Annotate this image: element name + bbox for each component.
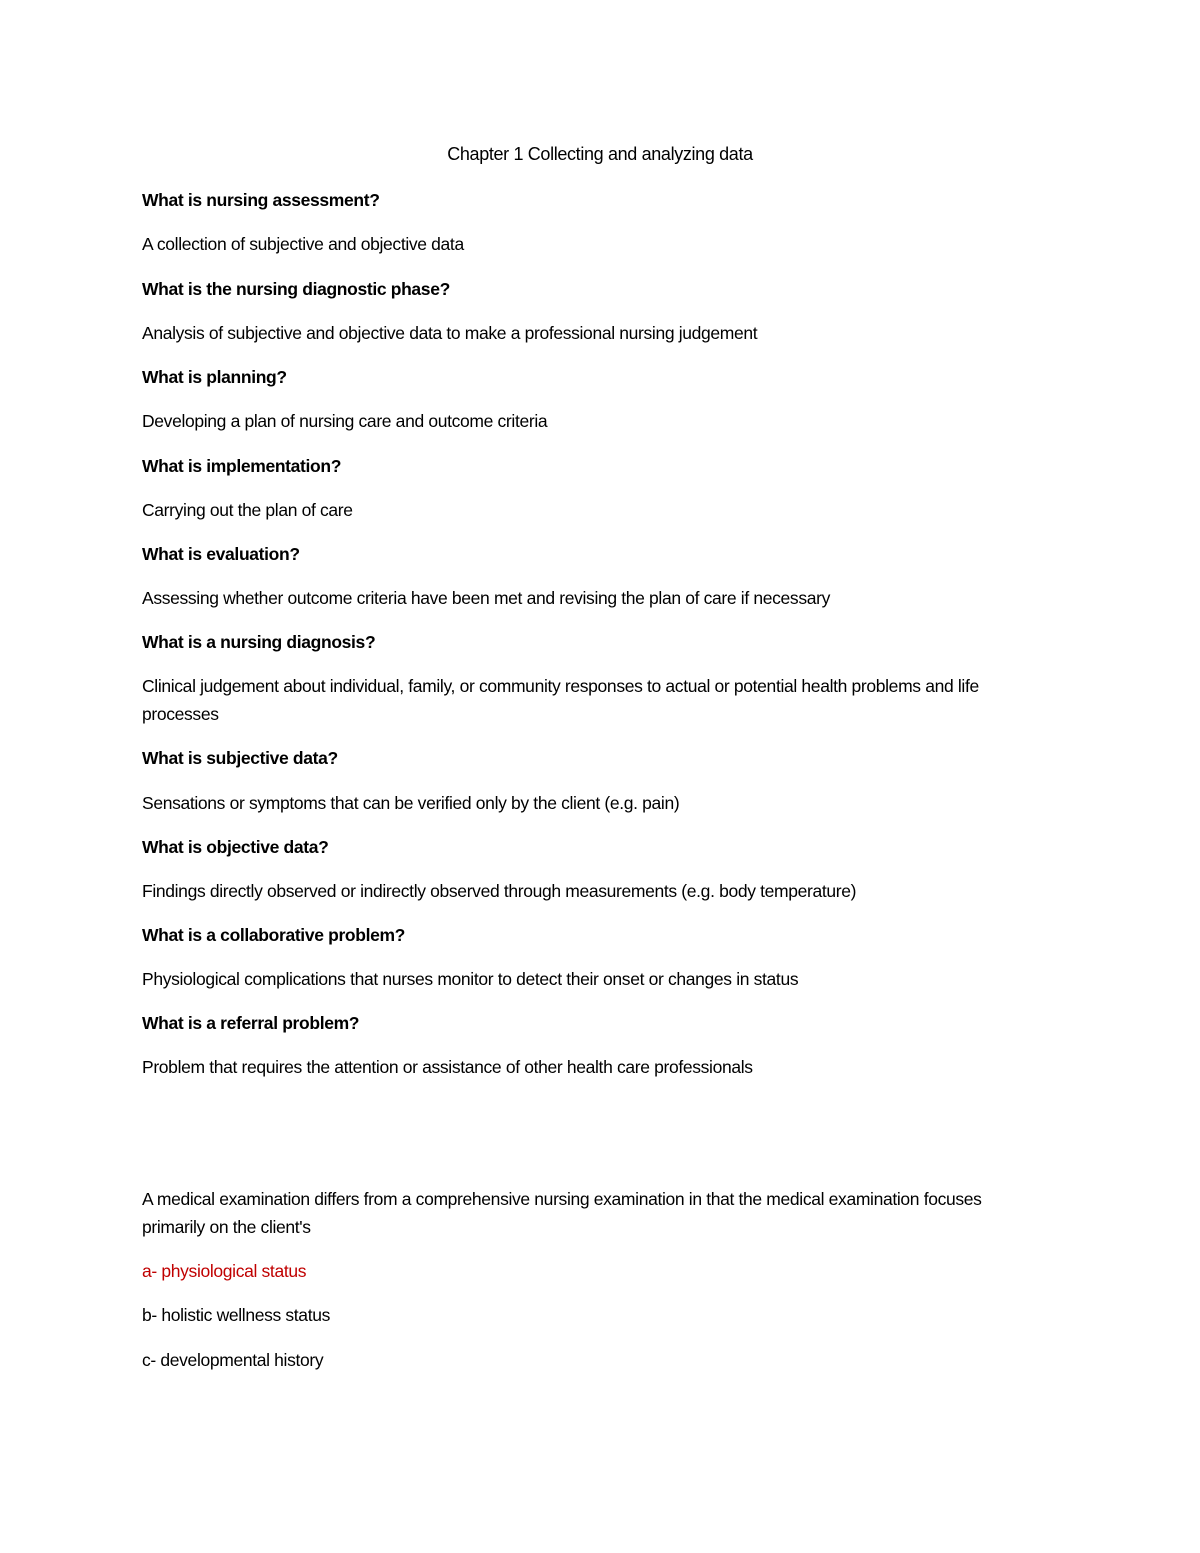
question-6: What is a nursing diagnosis? — [142, 632, 376, 652]
answer-4: Carrying out the plan of care — [142, 500, 353, 520]
question-9: What is a collaborative problem? — [142, 925, 406, 945]
answer-2: Analysis of subjective and objective data to make a professional nursing judgement — [142, 323, 758, 343]
question-4: What is implementation? — [142, 456, 342, 476]
question-2: What is the nursing diagnostic phase? — [142, 279, 450, 299]
answer-1: A collection of subjective and objective data — [142, 234, 464, 254]
answer-10: Problem that requires the attention or assistance of other health care professionals — [142, 1057, 753, 1077]
question-8: What is objective data? — [142, 837, 329, 857]
mcq-stem: A medical examination differs from a comprehensive nursing examination in that the medical examination focuses primarily on the client's — [142, 1189, 982, 1237]
answer-6: Clinical judgement about individual, family, or community responses to actual or potential health problems and life processes — [142, 676, 979, 724]
question-1: What is nursing assessment? — [142, 190, 380, 210]
chapter-title: Chapter 1 Collecting and analyzing data — [447, 144, 753, 164]
question-3: What is planning? — [142, 367, 287, 387]
answer-8: Findings directly observed or indirectly observed through measurements (e.g. body temperature) — [142, 881, 857, 901]
question-10: What is a referral problem? — [142, 1013, 360, 1033]
mcq-option-c: c- developmental history — [142, 1350, 324, 1370]
answer-5: Assessing whether outcome criteria have been met and revising the plan of care if necessary — [142, 588, 830, 608]
mcq-option-a: a- physiological status — [142, 1261, 307, 1281]
answer-9: Physiological complications that nurses monitor to detect their onset or changes in status — [142, 969, 799, 989]
answer-3: Developing a plan of nursing care and outcome criteria — [142, 411, 548, 431]
mcq-option-b: b- holistic wellness status — [142, 1305, 330, 1325]
question-5: What is evaluation? — [142, 544, 300, 564]
question-7: What is subjective data? — [142, 748, 338, 768]
answer-7: Sensations or symptoms that can be verified only by the client (e.g. pain) — [142, 793, 680, 813]
